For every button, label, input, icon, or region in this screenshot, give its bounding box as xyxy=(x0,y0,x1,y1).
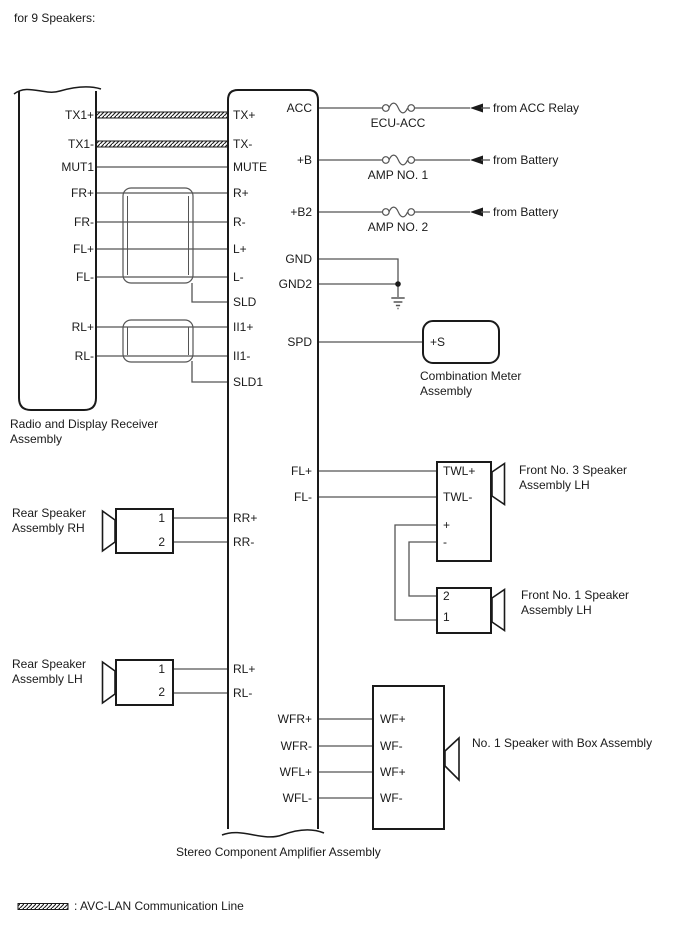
rear-speaker-rh-horn-icon xyxy=(103,511,116,551)
arrow-from-battery-2 xyxy=(470,208,490,217)
amp-pin-mute: MUTE xyxy=(233,160,267,174)
amp-pin-tx-minus: TX- xyxy=(233,137,253,151)
amp-pin-wfr-plus: WFR+ xyxy=(277,712,312,726)
amp-pin-r-plus: R+ xyxy=(233,186,249,200)
amp-pin-fl-minus: FL- xyxy=(294,490,312,504)
amp-pin-wfr-minus: WFR- xyxy=(280,739,312,753)
fuse-amp-no1 xyxy=(383,155,415,165)
arrow-from-acc-relay xyxy=(470,104,490,113)
radio-pin-tx1-plus: TX1+ xyxy=(64,108,94,122)
front-no3-speaker-horn-icon xyxy=(492,464,505,505)
radio-pin-fr-minus: FR- xyxy=(74,215,94,229)
radio-pin-rl-minus: RL- xyxy=(74,349,94,363)
front3-label-line1: Front No. 3 Speaker xyxy=(519,463,628,477)
front3-pin-minus: - xyxy=(443,535,447,549)
source-label-battery-2: from Battery xyxy=(493,205,559,219)
woofer-pin-wf-minus-2: WF- xyxy=(380,791,403,805)
woofer-box xyxy=(373,686,444,829)
rear-rh-pin-2: 2 xyxy=(158,535,165,549)
avc-lan-line-tx1-minus xyxy=(96,141,228,147)
amp-box-wavy-bottom xyxy=(222,830,324,837)
front3-label-line2: Assembly LH xyxy=(519,478,590,492)
woofer-label: No. 1 Speaker with Box Assembly xyxy=(472,736,653,750)
front1-pin-2: 2 xyxy=(443,589,450,603)
front-no1-speaker-horn-icon xyxy=(492,590,505,631)
source-label-acc-relay: from ACC Relay xyxy=(493,101,580,115)
front1-pin-1: 1 xyxy=(443,610,450,624)
front3-pin-twl-plus: TWL+ xyxy=(443,464,476,478)
rear-lh-label-line2: Assembly LH xyxy=(12,672,83,686)
amp-pin-tx-plus: TX+ xyxy=(233,108,256,122)
fuse-label-amp-no2: AMP NO. 2 xyxy=(367,220,429,234)
radio-label-line2: Assembly xyxy=(10,432,63,446)
rear-rh-pin-1: 1 xyxy=(158,511,165,525)
amp-pin-rr-minus: RR- xyxy=(233,535,255,549)
amp-pin-ii1-minus: II1- xyxy=(233,349,251,363)
woofer-pin-wf-minus-1: WF- xyxy=(380,739,403,753)
amp-pin-r-minus: R- xyxy=(233,215,246,229)
radio-pin-rl-plus: RL+ xyxy=(71,320,94,334)
legend-text: : AVC-LAN Communication Line xyxy=(74,899,244,913)
amp-pin-spd: SPD xyxy=(287,335,312,349)
arrow-from-battery-1 xyxy=(470,156,490,165)
wire-tweeter-plus-to-pin1 xyxy=(395,525,437,620)
rear-lh-pin-1: 1 xyxy=(158,662,165,676)
radio-pin-fl-minus: FL- xyxy=(76,270,94,284)
amp-pin-rl-minus: RL- xyxy=(233,686,253,700)
amp-pin-plus-b: +B xyxy=(296,153,312,167)
shield-fr-fl xyxy=(123,188,193,283)
page-title: for 9 Speakers: xyxy=(14,11,96,25)
radio-pin-tx1-minus: TX1- xyxy=(67,137,94,151)
fuse-ecu-acc xyxy=(383,103,415,113)
wire-tweeter-minus-to-pin2 xyxy=(409,542,437,596)
fuse-label-ecu-acc: ECU-ACC xyxy=(370,116,426,130)
combination-meter-label-line1: Combination Meter xyxy=(420,369,522,383)
rear-lh-pin-2: 2 xyxy=(158,685,165,699)
amp-pin-l-minus: L- xyxy=(233,270,244,284)
amp-pin-gnd2: GND2 xyxy=(278,277,312,291)
amp-pin-sld: SLD xyxy=(233,295,257,309)
radio-pin-fl-plus: FL+ xyxy=(72,242,94,256)
rear-speaker-lh-horn-icon xyxy=(103,662,116,703)
source-label-battery-1: from Battery xyxy=(493,153,559,167)
radio-pin-fr-plus: FR+ xyxy=(70,186,94,200)
woofer-pin-wf-plus-2: WF+ xyxy=(380,765,406,779)
amp-pin-rr-plus: RR+ xyxy=(233,511,258,525)
amp-pin-ii1-plus: II1+ xyxy=(233,320,254,334)
amp-pin-sld1: SLD1 xyxy=(233,375,264,389)
ground-icon xyxy=(391,298,404,309)
wire-sld xyxy=(192,283,228,302)
front3-pin-twl-minus: TWL- xyxy=(443,490,473,504)
junction-dot xyxy=(395,281,401,287)
combination-meter-label-line2: Assembly xyxy=(420,384,473,398)
amp-pin-gnd: GND xyxy=(285,252,312,266)
radio-label-line1: Radio and Display Receiver xyxy=(10,417,159,431)
amp-pin-wfl-plus: WFL+ xyxy=(279,765,312,779)
wire-gnd2 xyxy=(318,284,398,297)
radio-pin-mut1: MUT1 xyxy=(61,160,94,174)
amp-label: Stereo Component Amplifier Assembly xyxy=(176,845,381,859)
wire-gnd xyxy=(318,259,398,283)
front3-pin-plus: + xyxy=(443,518,451,532)
amp-pin-rl-plus: RL+ xyxy=(233,662,256,676)
combination-meter-pin-s: +S xyxy=(430,335,446,349)
amp-pin-acc: ACC xyxy=(286,101,312,115)
amp-pin-wfl-minus: WFL- xyxy=(282,791,312,805)
rear-rh-label-line1: Rear Speaker xyxy=(12,506,87,520)
woofer-horn-icon xyxy=(445,738,459,780)
front1-label-line2: Assembly LH xyxy=(521,603,592,617)
amp-pin-l-plus: L+ xyxy=(233,242,247,256)
avc-lan-line-tx1-plus xyxy=(96,112,228,118)
wire-sld1 xyxy=(192,361,228,382)
amp-pin-plus-b2: +B2 xyxy=(290,205,312,219)
avc-lan-hatch-swatch-icon xyxy=(18,904,68,910)
fuse-label-amp-no1: AMP NO. 1 xyxy=(367,168,429,182)
fuse-amp-no2 xyxy=(383,207,415,217)
rear-rh-label-line2: Assembly RH xyxy=(12,521,85,535)
front1-label-line1: Front No. 1 Speaker xyxy=(521,588,630,602)
rear-lh-label-line1: Rear Speaker xyxy=(12,657,87,671)
amp-pin-fl-plus: FL+ xyxy=(290,464,312,478)
woofer-pin-wf-plus-1: WF+ xyxy=(380,712,406,726)
